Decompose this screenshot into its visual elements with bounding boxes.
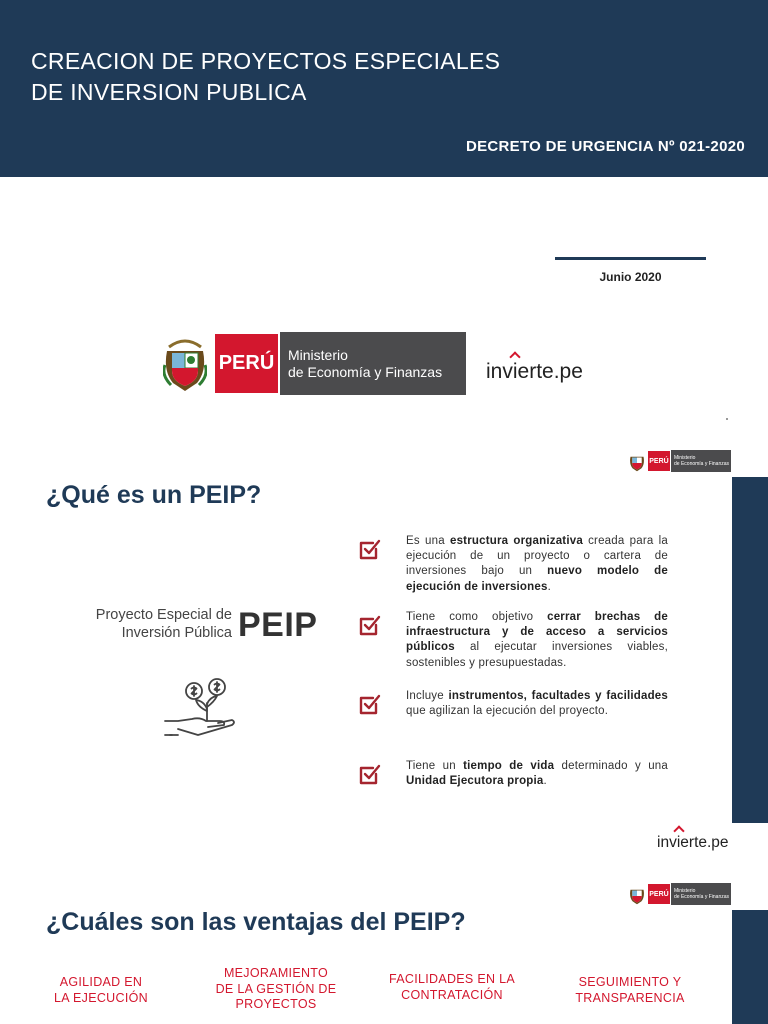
- feature-text-emphasis: instrumentos, facultades y facilidades: [448, 690, 668, 702]
- advantage-item: [382, 972, 522, 1003]
- peru-shield-icon: [160, 332, 210, 395]
- feature-text-part: al ejecutar inversiones viables, sostenibles y presupuestadas.: [406, 641, 668, 669]
- advantage-line: TRANSPARENCIA: [575, 990, 685, 1005]
- advantage-item: [565, 975, 695, 1006]
- ministry-line-2: de Economía y Finanzas: [674, 894, 730, 900]
- advantage-item: [210, 966, 342, 1013]
- ministry-line-1: Ministerio: [674, 888, 696, 894]
- checkbox-check-icon: [359, 693, 381, 715]
- invierte-logo-part: inv: [486, 360, 513, 383]
- peip-feature-text: [406, 534, 668, 595]
- feature-text-emphasis: tiempo de vida: [463, 760, 555, 772]
- peru-shield-icon: [628, 450, 646, 472]
- mef-logo-small: [628, 450, 731, 472]
- peip-full-name-line-2: Inversión Pública: [121, 625, 232, 641]
- feature-text-part: .: [543, 775, 547, 788]
- peip-full-name: [70, 606, 232, 642]
- peip-feature-text: [406, 610, 668, 671]
- feature-text-part: determinado y una: [554, 760, 668, 772]
- title-header-band: [0, 0, 768, 177]
- advantage-item: [40, 975, 162, 1006]
- feature-text-emphasis: nuevo modelo de ejecución de inversiones: [406, 565, 668, 593]
- what-is-peip-slide: [0, 430, 768, 860]
- feature-text-part: Tiene un: [406, 760, 464, 772]
- feature-text-emphasis: estructura organizativa: [449, 535, 583, 547]
- slide-title: ¿Cuáles son las ventajas del PEIP?: [46, 908, 466, 936]
- advantage-line: CONTRATACIÓN: [401, 987, 503, 1002]
- peip-feature-text: [406, 759, 668, 789]
- ministry-line-1: Ministerio: [674, 455, 696, 461]
- invierte-pe-logo: [486, 360, 583, 384]
- money-plant-hand-icon: [162, 677, 238, 741]
- ministry-line-2: de Economía y Finanzas: [674, 461, 730, 467]
- advantage-line: AGILIDAD EN: [59, 975, 143, 989]
- title-line-1: CREACION DE PROYECTOS ESPECIALES: [31, 48, 501, 74]
- feature-text-part: que agilizan la ejecución del proyecto.: [406, 705, 609, 718]
- advantage-line: LA EJECUCIÓN: [54, 990, 148, 1005]
- ministry-line-1: Ministerio: [288, 346, 348, 363]
- presentation-title: [31, 46, 500, 108]
- advantage-line: PROYECTOS: [235, 997, 317, 1011]
- invierte-logo-caret: i: [676, 834, 681, 851]
- peru-brand-block: PERÚ: [647, 883, 671, 905]
- feature-text-part: .: [547, 580, 551, 593]
- invierte-logo-part: inv: [657, 834, 677, 851]
- peru-shield-icon: [628, 883, 646, 905]
- decree-label: DECRETO DE URGENCIA Nº 021-2020: [465, 138, 745, 155]
- decorative-dot: [726, 418, 728, 420]
- feature-text-emphasis: cerrar brechas de infraestructura y de acceso a servicios públicos: [406, 611, 668, 654]
- ministry-name-block: [671, 883, 731, 905]
- ministry-line-2: de Economía y Finanzas: [288, 363, 443, 380]
- invierte-logo-caret: i: [512, 360, 518, 383]
- peip-advantages-slide: [0, 862, 768, 1024]
- title-line-2: DE INVERSION PUBLICA: [31, 79, 307, 105]
- advantage-line: MEJORAMIENTO: [223, 966, 329, 980]
- checkbox-check-icon: [359, 538, 381, 560]
- advantage-line: DE LA GESTIÓN DE: [215, 981, 337, 996]
- advantage-line: SEGUIMIENTO Y: [578, 975, 682, 989]
- advantage-line: FACILIDADES EN LA: [389, 972, 515, 986]
- peru-brand-block: PERÚ: [213, 332, 280, 395]
- slide-title: ¿Qué es un PEIP?: [46, 481, 262, 509]
- peip-full-name-line-1: Proyecto Especial de: [95, 607, 232, 623]
- feature-text-part: creada para la ejecución de un proyecto o cartera de inversiones bajo un: [406, 535, 669, 578]
- invierte-pe-logo: [657, 834, 729, 852]
- feature-text-part: Incluye: [406, 690, 449, 702]
- peru-brand-block: PERÚ: [647, 450, 671, 472]
- side-accent-bar: [732, 910, 768, 1024]
- mef-logo-small: [628, 883, 731, 905]
- peip-acronym: PEIP: [238, 606, 318, 644]
- checkbox-check-icon: [359, 763, 381, 785]
- date-divider: [555, 257, 706, 260]
- feature-text-emphasis: Unidad Ejecutora propia: [406, 775, 544, 788]
- peip-feature-text: [406, 689, 668, 719]
- side-accent-bar: [732, 477, 768, 823]
- feature-text-part: Tiene como objetivo: [406, 611, 548, 623]
- ministry-name-block: [671, 450, 731, 472]
- checkbox-check-icon: [359, 614, 381, 636]
- invierte-logo-part: erte.pe: [680, 834, 729, 851]
- title-slide: [0, 0, 768, 428]
- feature-text-part: Es una: [406, 535, 450, 547]
- ministry-name-block: [280, 332, 466, 395]
- invierte-logo-part: erte.pe: [517, 360, 583, 383]
- mef-logo: [160, 332, 466, 395]
- presentation-date: Junio 2020: [599, 270, 662, 284]
